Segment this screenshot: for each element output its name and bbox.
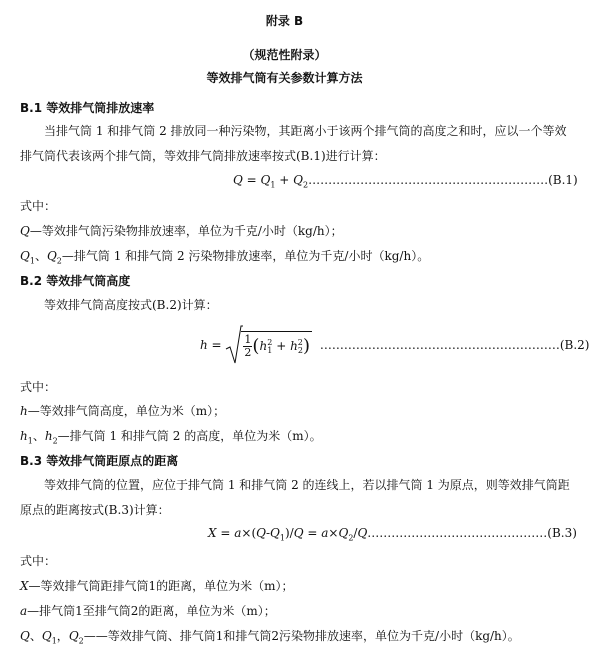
formula-b3-q2-sub: 2 — [348, 533, 354, 543]
b3-def-q-set-text: ——等效排气筒、排气筒1和排气筒2污染物排放速率，单位为千克/小时（kg/h）。 — [83, 629, 520, 643]
b1-def-q-text: —等效排气筒污染物排放速率，单位为千克/小时（kg/h）； — [29, 224, 343, 238]
b1-def-q1-symbol: Q — [20, 249, 30, 263]
formula-b3-q-den1: Q — [293, 526, 304, 540]
b3-def-x-text: —等效排气筒距排气筒1的距离，单位为米（m）； — [28, 579, 294, 593]
b1-def-q — [20, 222, 343, 239]
formula-b2-rparen: ) — [302, 335, 311, 356]
formula-b1-q1: Q — [260, 173, 271, 187]
formula-b3-q1: Q — [270, 526, 280, 540]
formula-b2-sqrt — [225, 329, 312, 363]
formula-b3-q2: Q — [338, 526, 349, 540]
b2-def-h-symbol: h — [20, 404, 28, 418]
b1-def-q1-sub: 1 — [29, 256, 35, 266]
b1-def-q2-sub: 2 — [56, 256, 62, 266]
formula-b1-q2: Q — [293, 173, 303, 187]
b3-paragraph-line2: 原点的距离按式(B.3)计算： — [20, 503, 170, 517]
b2-heading: B.2 等效排气筒高度 — [20, 274, 131, 288]
formula-b2 — [200, 328, 589, 362]
b1-heading: B.1 等效排气筒排放速率 — [20, 101, 155, 115]
b3-paragraph-line1: 等效排气筒的位置，应位于排气筒 1 和排气筒 2 的连线上，若以排气筒 1 为原点，则等效排气筒距 — [44, 478, 570, 492]
b2-def-h1h2-text: —排气筒 1 和排气筒 2 的高度，单位为米（m）。 — [57, 429, 322, 443]
b3-def-q1-symbol: Q — [41, 629, 52, 643]
formula-b2-plus: + — [272, 338, 291, 353]
formula-b3-times-paren: ×( — [241, 526, 257, 540]
formula-b3-close-div: )/ — [284, 526, 294, 540]
formula-b1-dots: …………………………………………………… — [308, 173, 549, 187]
b2-def-h2-sub: 2 — [52, 436, 58, 446]
formula-b2-h1: h — [259, 338, 268, 353]
b3-def-q-symbol: Q — [20, 629, 30, 643]
formula-b1-eq: = — [242, 173, 261, 187]
appendix-title: 附录 B — [265, 14, 304, 28]
formula-b3-q1-sub: 1 — [279, 533, 285, 543]
b3-def-x-symbol: X — [20, 579, 29, 593]
formula-b2-h2-sup: 2 — [297, 337, 303, 347]
formula-b2-h2-sub: 2 — [297, 345, 303, 355]
b3-def-q2-sub: 2 — [78, 636, 84, 646]
formula-b3-q-den2: Q — [357, 526, 368, 540]
formula-b3-eq1: = — [216, 526, 235, 540]
formula-b1-lhs: Q — [233, 173, 243, 187]
formula-b3 — [208, 526, 577, 542]
formula-b2-ref: (B.2) — [559, 338, 589, 352]
b2-def-h — [20, 402, 225, 419]
b3-def-q2-symbol: Q — [68, 629, 79, 643]
b1-where: 式中： — [20, 199, 57, 213]
b3-def-a — [20, 602, 276, 619]
formula-b3-eq2: = — [303, 526, 322, 540]
formula-b3-dots: ……………………………………… — [367, 526, 548, 540]
b3-def-a-symbol: a — [20, 604, 28, 618]
formula-b3-q: Q — [256, 526, 266, 540]
formula-b3-a1: a — [234, 526, 242, 540]
b1-def-q2-symbol: Q — [46, 249, 57, 263]
formula-b3-x: X — [208, 526, 217, 540]
formula-b3-ref: (B.3) — [547, 526, 577, 540]
formula-b1-q2-sub: 2 — [303, 180, 309, 190]
b2-def-h1-sub: 1 — [27, 436, 33, 446]
b1-def-q1q2-text: —排气筒 1 和排气筒 2 污染物排放速率，单位为千克/小时（kg/h）。 — [61, 249, 430, 263]
formula-b2-dots: …………………………………………………… — [319, 338, 560, 352]
b1-def-sep: 、 — [34, 249, 47, 263]
formula-b2-h1-sub: 1 — [267, 345, 273, 355]
b3-heading: B.3 等效排气筒距原点的距离 — [20, 454, 179, 468]
b3-def-sep2: ， — [56, 629, 69, 643]
formula-b1-ref: (B.1) — [548, 173, 578, 187]
formula-b2-eq: = — [207, 338, 226, 352]
formula-b2-lhs: h — [200, 338, 208, 352]
formula-b3-times: × — [328, 526, 339, 540]
formula-b3-a2: a — [321, 526, 329, 540]
b3-def-sep1: 、 — [29, 629, 42, 643]
b1-def-q-symbol: Q — [20, 224, 30, 238]
b2-def-h2-symbol: h — [44, 429, 53, 443]
b2-def-sep: 、 — [32, 429, 45, 443]
formula-b1-plus: + — [275, 173, 294, 187]
formula-b3-minus: - — [265, 526, 271, 540]
formula-b2-h2: h — [290, 338, 298, 353]
formula-b3-div: / — [353, 526, 358, 540]
b1-def-q1q2 — [20, 247, 429, 265]
b1-paragraph-line1: 当排气筒 1 和排气筒 2 排放同一种污染物，其距离小于该两个排气筒的高度之和时，应以一个等效 — [44, 124, 567, 138]
formula-b2-h1-sup: 2 — [267, 337, 273, 347]
b1-paragraph-line2: 排气筒代表该两个排气筒，等效排气筒排放速率按式(B.1)进行计算： — [20, 149, 386, 163]
b3-def-q1-sub: 1 — [51, 636, 57, 646]
radical-sign-icon — [225, 325, 243, 365]
b3-def-x — [20, 577, 294, 594]
formula-b2-lparen: ( — [252, 335, 260, 356]
formula-b1-q1-sub: 1 — [270, 180, 276, 190]
formula-b1 — [233, 173, 578, 189]
main-title: 等效排气筒有关参数计算方法 — [206, 71, 363, 85]
b2-def-h1-symbol: h — [20, 429, 28, 443]
b2-def-h1h2 — [20, 427, 322, 445]
b3-where: 式中： — [20, 554, 57, 568]
appendix-type: （规范性附录） — [242, 48, 327, 62]
formula-b2-frac-num: 1 — [244, 332, 252, 346]
b3-def-q-set — [20, 627, 520, 645]
formula-b2-frac-den: 2 — [244, 345, 252, 359]
b3-def-a-text: —排气筒1至排气筒2的距离，单位为米（m）； — [27, 604, 276, 618]
b2-where: 式中： — [20, 380, 57, 394]
b2-def-h-text: —等效排气筒高度，单位为米（m）； — [27, 404, 226, 418]
b2-paragraph: 等效排气筒高度按式(B.2)计算： — [44, 298, 218, 312]
